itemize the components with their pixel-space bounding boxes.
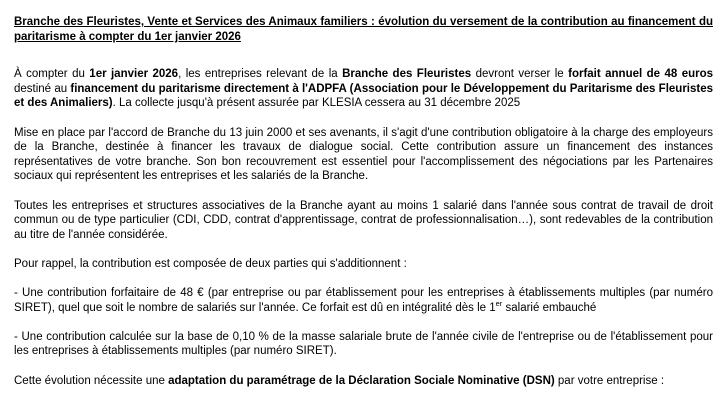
document-title: Branche des Fleuristes, Vente et Services des Animaux familiers : évolution du versement de la contribution au financement du paritarisme à compter du 1er janvier 2026 [14,16,713,43]
text-run: Cette évolution nécessite une [14,374,169,387]
text-run: À compter du [14,68,90,81]
text-run: destiné au [14,82,71,95]
bold-text-run: adaptation du paramétrage de la Déclaration Sociale Nominative (DSN) [168,374,555,387]
paragraph [14,330,713,359]
paragraph [14,67,713,111]
text-run: salarié embauché [502,301,597,314]
paragraph [14,126,713,184]
text-run: Toutes les entreprises et structures associatives de la Branche ayant au moins 1 salarié dans l'année sous contrat de travail de droit commun ou de type particulier (CDI, CDD, contrat d'apprentissage, contrat de professionnalisation…), sont redevables de la contribution au titre de l'année considérée. [14,199,713,241]
paragraph [14,286,713,315]
bold-text-run: Branche des Fleuristes [342,68,472,81]
paragraph [14,257,713,272]
text-run: devront verser le [471,68,569,81]
text-run: - Une contribution forfaitaire de 48 € (par entreprise ou par établissement pour les entreprises à établissements multiples (par numéro SIRET), quel que soit le nombre de salariés sur l'année. Ce forfait est dû en intégralité dès le 1 [14,287,713,314]
bold-text-run: 1er janvier 2026 [89,68,179,81]
document-body [14,67,713,388]
text-run: , les entreprises relevant de la [178,68,343,81]
text-run: - Une contribution calculée sur la base de 0,10 % de la masse salariale brute de l'année civile de l'entreprise ou de l'établissement pour les entreprises à établissements multiples (par numéro SIRET). [14,330,713,358]
bold-text-run: forfait annuel de 48 euros [568,68,714,81]
text-run: Pour rappel, la contribution est composée de deux parties qui s'additionnent : [14,257,407,270]
bold-text-run: financement du paritarisme directement à l'ADPFA (Association pour le Développement du Paritarisme des Fleuristes et des Animaliers) [14,82,714,110]
text-run: Mise en place par l'accord de Branche du 13 juin 2000 et ses avenants, il s'agit d'une contribution obligatoire à la charge des employeurs de la Branche, destinée à financer les travaux de dialogue social. Cette contribution assure un financement des instances représentatives de votre branche. Son bon recouvrement est essentiel pour l'accomplissement des négociations par les Partenaires sociaux qui représentent les entreprises et les salariés de la Branche. [14,126,713,183]
paragraph [14,199,713,243]
superscript-text-run: er [495,298,503,308]
text-run: . La collecte jusqu'à présent assurée par KLESIA cessera au 31 décembre 2025 [112,97,521,110]
text-run: par votre entreprise : [554,374,665,387]
paragraph [14,374,713,389]
